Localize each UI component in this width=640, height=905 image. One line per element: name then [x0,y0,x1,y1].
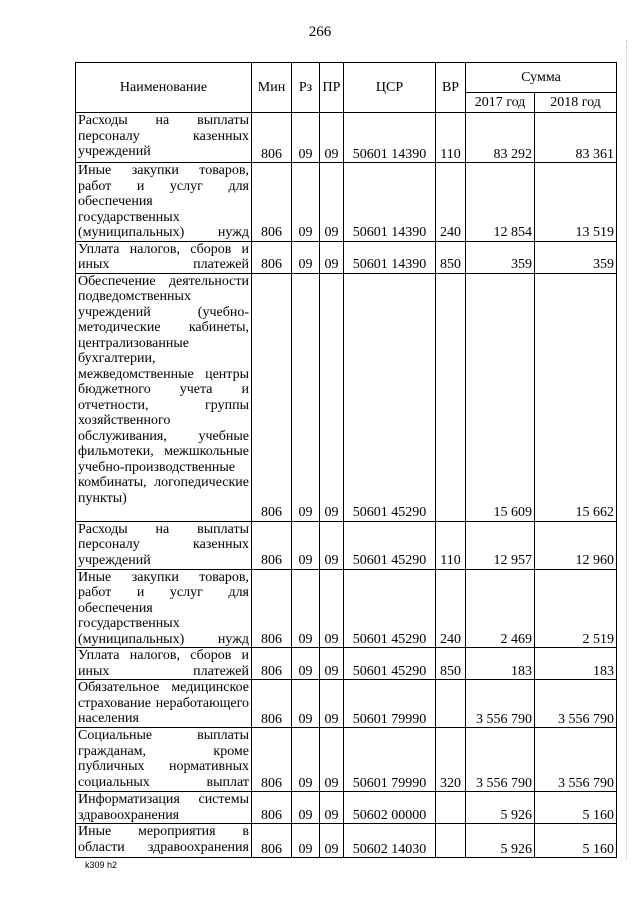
table-row [76,648,617,680]
csr-cell: 50601 45290 [344,648,436,680]
header-vr: ВР [436,63,466,113]
header-csr: ЦСР [344,63,436,113]
table-row [76,569,617,648]
rz-cell: 09 [292,569,320,648]
pr-cell: 09 [320,824,344,858]
name-cell: Обеспечение деятельности подведомственных учреждений (учебно-методические кабинеты, централизованные бухгалтерии, межведомственные центры бюджетного учета и отчетности, группы хозяйственного обслуживания, учебные фильмотеки, межшкольные учебно-производственные комбинаты, логопедические пункты) [76,273,252,521]
min-cell: 806 [252,648,292,680]
header-min: Мин [252,63,292,113]
amount-2017-cell: 183 [466,648,535,680]
min-cell: 806 [252,273,292,521]
table-row [76,792,617,824]
vr-cell [436,273,466,521]
amount-2017-cell: 12 854 [466,163,535,242]
amount-2017-cell: 5 926 [466,824,535,858]
name-cell: Иные закупки товаров, работ и услуг для обеспечения государственных (муниципальных) нужд [76,163,252,242]
pr-cell: 09 [320,728,344,792]
table-row [76,728,617,792]
name-cell: Информатизация системы здравоохранения [76,792,252,824]
csr-cell: 50602 00000 [344,792,436,824]
rz-cell: 09 [292,648,320,680]
rz-cell: 09 [292,728,320,792]
name-cell: Расходы на выплаты персоналу казенных учреждений [76,113,252,163]
pr-cell: 09 [320,569,344,648]
rz-cell: 09 [292,113,320,163]
name-cell: Иные закупки товаров, работ и услуг для обеспечения государственных (муниципальных) нужд [76,569,252,648]
amount-2018-cell: 183 [535,648,617,680]
min-cell: 806 [252,241,292,273]
pr-cell: 09 [320,113,344,163]
amount-2018-cell: 3 556 790 [535,728,617,792]
header-pr: ПР [320,63,344,113]
header-name: Наименование [76,63,252,113]
table-row [76,163,617,242]
rz-cell: 09 [292,680,320,728]
min-cell: 806 [252,792,292,824]
rz-cell: 09 [292,241,320,273]
csr-cell: 50601 45290 [344,569,436,648]
min-cell: 806 [252,163,292,242]
pr-cell: 09 [320,648,344,680]
vr-cell: 110 [436,521,466,569]
amount-2018-cell: 5 160 [535,792,617,824]
pr-cell: 09 [320,163,344,242]
amount-2017-cell: 3 556 790 [466,728,535,792]
scan-edge-marks [626,40,631,860]
amount-2017-cell: 15 609 [466,273,535,521]
amount-2017-cell: 83 292 [466,113,535,163]
footer-code: k309 h2 [85,860,118,870]
rz-cell: 09 [292,792,320,824]
amount-2017-cell: 359 [466,241,535,273]
name-cell: Обязательное медицинское страхование неработающего населения [76,680,252,728]
vr-cell [436,824,466,858]
amount-2017-cell: 3 556 790 [466,680,535,728]
pr-cell: 09 [320,521,344,569]
pr-cell: 09 [320,241,344,273]
pr-cell: 09 [320,273,344,521]
min-cell: 806 [252,824,292,858]
vr-cell [436,792,466,824]
csr-cell: 50601 14390 [344,113,436,163]
vr-cell: 110 [436,113,466,163]
vr-cell [436,680,466,728]
csr-cell: 50601 45290 [344,521,436,569]
amount-2018-cell: 13 519 [535,163,617,242]
table-row [76,680,617,728]
header-year-2017: 2017 год [466,93,535,113]
amount-2018-cell: 83 361 [535,113,617,163]
rz-cell: 09 [292,521,320,569]
name-cell: Уплата налогов, сборов и иных платежей [76,648,252,680]
table-row [76,273,617,521]
header-sum: Сумма [466,63,617,93]
rz-cell: 09 [292,824,320,858]
table-row [76,241,617,273]
amount-2018-cell: 2 519 [535,569,617,648]
page-number: 266 [308,24,332,40]
amount-2018-cell: 3 556 790 [535,680,617,728]
table-row [76,521,617,569]
csr-cell: 50601 79990 [344,680,436,728]
amount-2017-cell: 2 469 [466,569,535,648]
rz-cell: 09 [292,273,320,521]
table-row [76,113,617,163]
table-row [76,824,617,858]
csr-cell: 50601 14390 [344,241,436,273]
min-cell: 806 [252,728,292,792]
amount-2018-cell: 359 [535,241,617,273]
vr-cell: 240 [436,163,466,242]
min-cell: 806 [252,569,292,648]
amount-2018-cell: 12 960 [535,521,617,569]
min-cell: 806 [252,521,292,569]
csr-cell: 50601 14390 [344,163,436,242]
name-cell: Уплата налогов, сборов и иных платежей [76,241,252,273]
vr-cell: 850 [436,648,466,680]
header-year-2018: 2018 год [535,93,617,113]
rz-cell: 09 [292,163,320,242]
name-cell: Расходы на выплаты персоналу казенных учреждений [76,521,252,569]
pr-cell: 09 [320,680,344,728]
min-cell: 806 [252,113,292,163]
csr-cell: 50601 45290 [344,273,436,521]
header-rz: Рз [292,63,320,113]
name-cell: Иные мероприятия в области здравоохранения [76,824,252,858]
amount-2017-cell: 12 957 [466,521,535,569]
vr-cell: 850 [436,241,466,273]
amount-2018-cell: 15 662 [535,273,617,521]
vr-cell: 240 [436,569,466,648]
name-cell: Социальные выплаты гражданам, кроме публичных нормативных социальных выплат [76,728,252,792]
csr-cell: 50601 79990 [344,728,436,792]
vr-cell: 320 [436,728,466,792]
pr-cell: 09 [320,792,344,824]
csr-cell: 50602 14030 [344,824,436,858]
budget-table [75,62,617,858]
min-cell: 806 [252,680,292,728]
amount-2018-cell: 5 160 [535,824,617,858]
amount-2017-cell: 5 926 [466,792,535,824]
